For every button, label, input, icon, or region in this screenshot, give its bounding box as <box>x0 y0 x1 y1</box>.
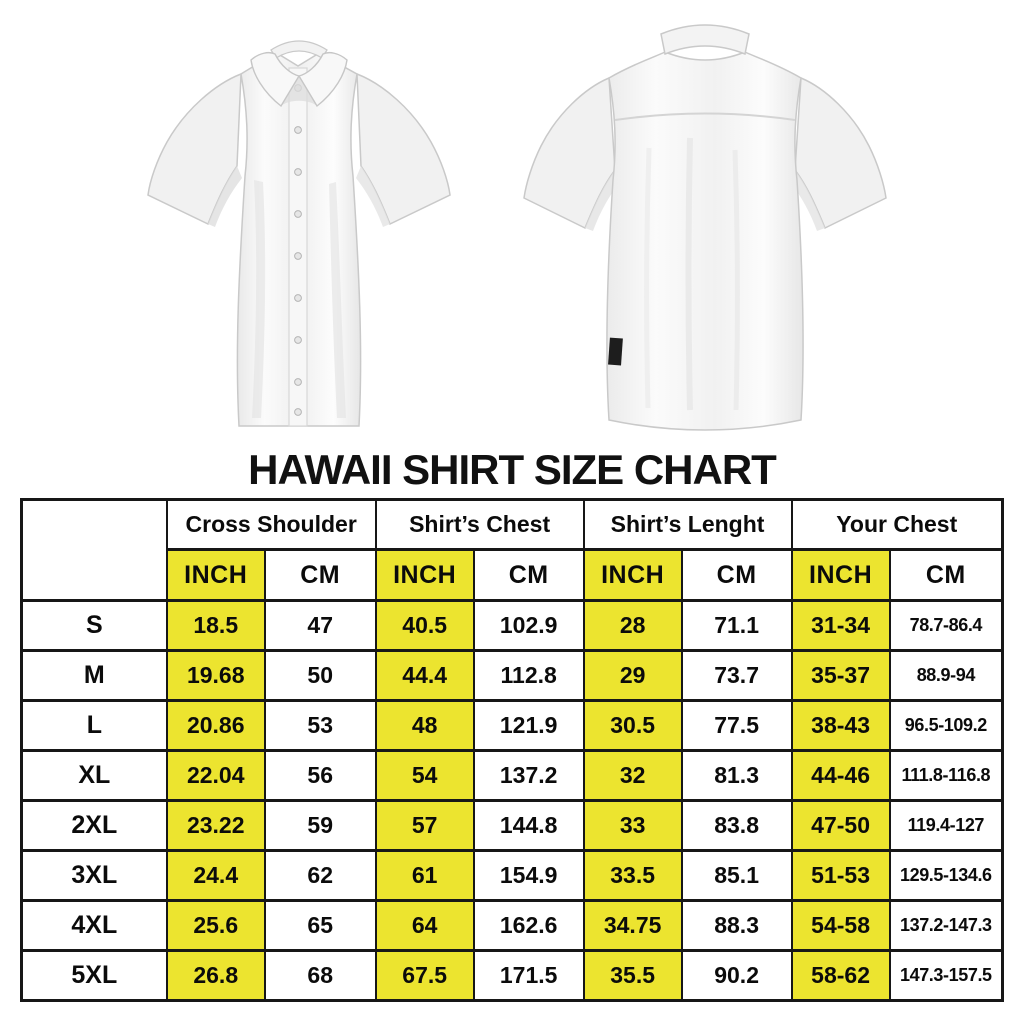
cell: 57 <box>376 801 474 851</box>
cell: 23.22 <box>167 801 265 851</box>
cell: 71.1 <box>682 601 792 651</box>
size-label: XL <box>22 751 167 801</box>
cell: 129.5-134.6 <box>890 851 1003 901</box>
cell: 32 <box>584 751 682 801</box>
cell: 18.5 <box>167 601 265 651</box>
cell: 50 <box>265 651 376 701</box>
cell: 111.8-116.8 <box>890 751 1003 801</box>
shirt-back-image <box>509 8 901 444</box>
cell: 64 <box>376 901 474 951</box>
cell: 154.9 <box>474 851 584 901</box>
table-row-2xl <box>22 801 1003 851</box>
cell: 33.5 <box>584 851 682 901</box>
size-label: S <box>22 601 167 651</box>
cell: 19.68 <box>167 651 265 701</box>
cell: 51-53 <box>792 851 890 901</box>
cell: 59 <box>265 801 376 851</box>
table-row-5xl <box>22 951 1003 1001</box>
page-title: HAWAII SHIRT SIZE CHART <box>248 446 776 493</box>
group-header-shirts-chest: Shirt’s Chest <box>376 500 584 550</box>
cell: 112.8 <box>474 651 584 701</box>
corner-cell <box>22 500 167 601</box>
group-header-cross-shoulder: Cross Shoulder <box>167 500 376 550</box>
cell: 54 <box>376 751 474 801</box>
cell: 28 <box>584 601 682 651</box>
back-collar-band <box>661 25 749 54</box>
cell: 58-62 <box>792 951 890 1001</box>
cell: 35-37 <box>792 651 890 701</box>
cell: 137.2 <box>474 751 584 801</box>
cell: 119.4-127 <box>890 801 1003 851</box>
table-row-3xl <box>22 851 1003 901</box>
size-chart-table <box>20 498 1004 1002</box>
cell: 121.9 <box>474 701 584 751</box>
group-header-shirts-length: Shirt’s Lenght <box>584 500 792 550</box>
cell: 44-46 <box>792 751 890 801</box>
unit-header-cm: CM <box>265 550 376 601</box>
unit-header-cm: CM <box>890 550 1003 601</box>
cell: 61 <box>376 851 474 901</box>
cell: 20.86 <box>167 701 265 751</box>
cell: 83.8 <box>682 801 792 851</box>
cell: 68 <box>265 951 376 1001</box>
group-header-your-chest: Your Chest <box>792 500 1003 550</box>
cell: 31-34 <box>792 601 890 651</box>
front-collar-band <box>271 41 327 58</box>
cell: 48 <box>376 701 474 751</box>
cell: 29 <box>584 651 682 701</box>
cell: 90.2 <box>682 951 792 1001</box>
cell: 78.7-86.4 <box>890 601 1003 651</box>
cell: 22.04 <box>167 751 265 801</box>
unit-header-inch: INCH <box>376 550 474 601</box>
cell: 53 <box>265 701 376 751</box>
cell: 162.6 <box>474 901 584 951</box>
cell: 62 <box>265 851 376 901</box>
cell: 96.5-109.2 <box>890 701 1003 751</box>
size-label: M <box>22 651 167 701</box>
size-label: 2XL <box>22 801 167 851</box>
cell: 56 <box>265 751 376 801</box>
cell: 47-50 <box>792 801 890 851</box>
size-label: L <box>22 701 167 751</box>
shirt-images <box>0 0 1024 446</box>
cell: 34.75 <box>584 901 682 951</box>
table-row-4xl <box>22 901 1003 951</box>
unit-header-cm: CM <box>682 550 792 601</box>
front-right-sleeve <box>357 74 450 224</box>
cell: 171.5 <box>474 951 584 1001</box>
shirt-front-image <box>123 8 475 444</box>
front-placket <box>289 68 307 426</box>
cell: 102.9 <box>474 601 584 651</box>
cell: 88.3 <box>682 901 792 951</box>
table-row-m <box>22 651 1003 701</box>
cell: 44.4 <box>376 651 474 701</box>
cell: 24.4 <box>167 851 265 901</box>
cell: 147.3-157.5 <box>890 951 1003 1001</box>
unit-header-inch: INCH <box>792 550 890 601</box>
cell: 33 <box>584 801 682 851</box>
size-label: 3XL <box>22 851 167 901</box>
size-label: 5XL <box>22 951 167 1001</box>
back-side-tag <box>608 338 623 366</box>
cell: 25.6 <box>167 901 265 951</box>
cell: 73.7 <box>682 651 792 701</box>
cell: 65 <box>265 901 376 951</box>
cell: 77.5 <box>682 701 792 751</box>
cell: 38-43 <box>792 701 890 751</box>
table-row-xl <box>22 751 1003 801</box>
size-label: 4XL <box>22 901 167 951</box>
cell: 144.8 <box>474 801 584 851</box>
table-row-s <box>22 601 1003 651</box>
front-left-sleeve <box>148 74 241 224</box>
cell: 54-58 <box>792 901 890 951</box>
cell: 30.5 <box>584 701 682 751</box>
cell: 88.9-94 <box>890 651 1003 701</box>
cell: 47 <box>265 601 376 651</box>
cell: 40.5 <box>376 601 474 651</box>
cell: 137.2-147.3 <box>890 901 1003 951</box>
cell: 35.5 <box>584 951 682 1001</box>
back-body <box>607 52 803 430</box>
cell: 85.1 <box>682 851 792 901</box>
table-row-l <box>22 701 1003 751</box>
cell: 67.5 <box>376 951 474 1001</box>
cell: 81.3 <box>682 751 792 801</box>
unit-header-inch: INCH <box>167 550 265 601</box>
unit-header-cm: CM <box>474 550 584 601</box>
unit-header-inch: INCH <box>584 550 682 601</box>
cell: 26.8 <box>167 951 265 1001</box>
